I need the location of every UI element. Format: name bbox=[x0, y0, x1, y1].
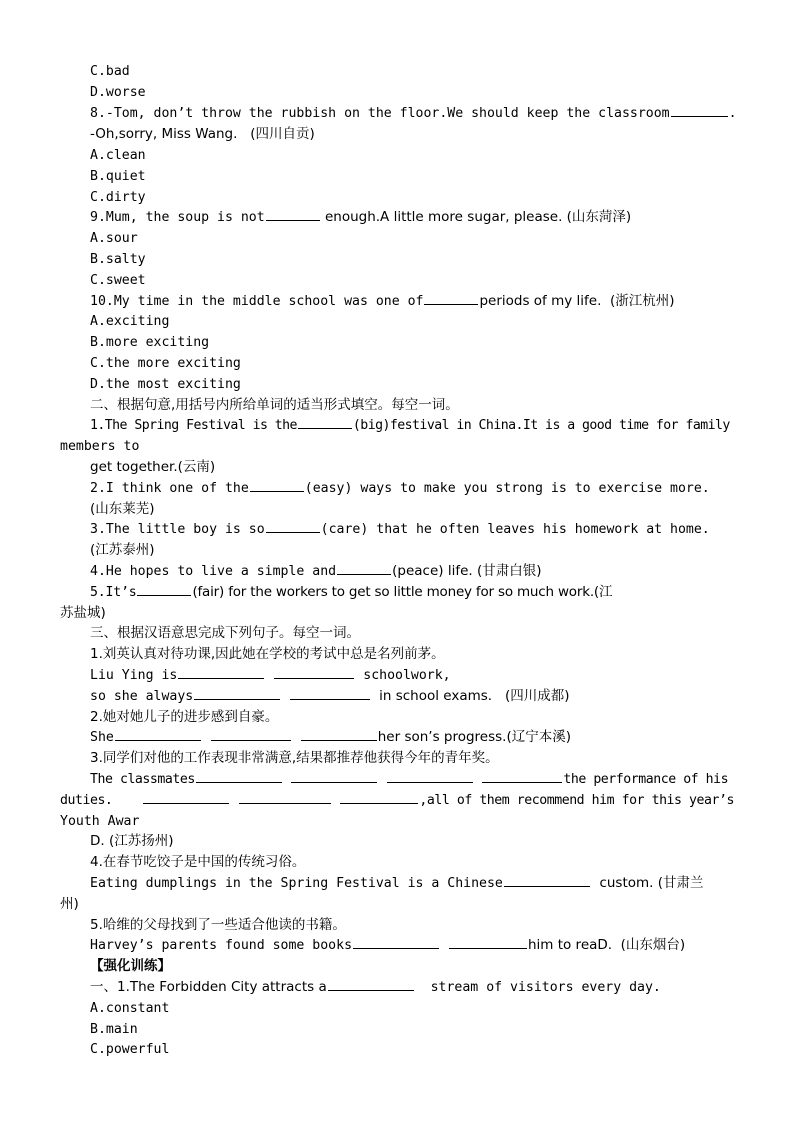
question-line: 州) bbox=[60, 896, 79, 912]
answer-blank[interactable] bbox=[449, 936, 527, 949]
option-line: C.powerful bbox=[90, 1042, 170, 1057]
answer-blank[interactable] bbox=[482, 770, 562, 783]
question-line: Youth Awar bbox=[60, 814, 140, 829]
question-line: Liu Ying is schoolwork, bbox=[90, 668, 451, 683]
question-line: members to bbox=[60, 439, 140, 454]
answer-blank[interactable] bbox=[298, 416, 352, 429]
question-line: 2.I think one of the (easy) ways to make you strong is to exercise more. bbox=[90, 481, 710, 496]
question-line: 一、1.The Forbidden City attracts a stream of visitors every day. bbox=[90, 979, 661, 995]
question-line: 8.-Tom, don’t throw the rubbish on the floor.We should keep the classroom . bbox=[90, 106, 737, 121]
answer-blank[interactable] bbox=[274, 666, 354, 679]
answer-blank[interactable] bbox=[328, 978, 414, 991]
question-line: The classmates the performance of his bbox=[90, 772, 729, 787]
option-line: C.dirty bbox=[90, 190, 146, 205]
answer-blank[interactable] bbox=[504, 874, 590, 887]
option-line: B.main bbox=[90, 1022, 138, 1037]
question-line: 9.Mum, the soup is not enough.A little more sugar, please. (山东菏泽) bbox=[90, 209, 632, 225]
option-line: B.salty bbox=[90, 252, 146, 267]
question-line: (山东莱芜) bbox=[90, 501, 155, 517]
question-line: -Oh,sorry, Miss Wang. (四川自贡) bbox=[90, 126, 315, 142]
answer-blank[interactable] bbox=[671, 104, 728, 117]
question-line: Harvey’s parents found some books him to reaD. (山东烟台) bbox=[90, 937, 686, 953]
answer-blank[interactable] bbox=[194, 687, 280, 700]
option-line: A.clean bbox=[90, 148, 146, 163]
option-line: D.worse bbox=[90, 85, 146, 100]
question-line: 10.My time in the middle school was one of periods of my life. (浙江杭州) bbox=[90, 293, 675, 309]
question-line: 4.He hopes to live a simple and (peace) life. (甘肃白银) bbox=[90, 563, 542, 579]
answer-blank[interactable] bbox=[337, 562, 391, 575]
question-line: 1.The Spring Festival is the (big)festival in China.It is a good time for family bbox=[90, 418, 730, 433]
option-line: B.quiet bbox=[90, 169, 146, 184]
section-heading: 二、根据句意,用括号内所给单词的适当形式填空。每空一词。 bbox=[90, 397, 459, 413]
question-line: Eating dumplings in the Spring Festival is a Chinese custom. (甘肃兰 bbox=[90, 875, 704, 891]
question-line: 3.同学们对他的工作表现非常满意,结果都推荐他获得今年的青年奖。 bbox=[90, 750, 499, 766]
option-line: A.sour bbox=[90, 231, 138, 246]
section-heading: 三、根据汉语意思完成下列句子。每空一词。 bbox=[90, 625, 360, 641]
option-line: C.sweet bbox=[90, 273, 146, 288]
option-line: B.more exciting bbox=[90, 335, 210, 350]
question-line: D. (江苏扬州) bbox=[90, 833, 174, 849]
question-line: (江苏泰州) bbox=[90, 542, 155, 558]
option-line: D.the most exciting bbox=[90, 377, 241, 392]
option-line: A.exciting bbox=[90, 314, 170, 329]
answer-blank[interactable] bbox=[290, 687, 370, 700]
option-line: A.constant bbox=[90, 1001, 170, 1016]
question-line: 4.在春节吃饺子是中国的传统习俗。 bbox=[90, 854, 306, 870]
answer-blank[interactable] bbox=[143, 791, 229, 804]
answer-blank[interactable] bbox=[387, 770, 473, 783]
answer-blank[interactable] bbox=[340, 791, 418, 804]
answer-blank[interactable] bbox=[211, 728, 291, 741]
section-heading: 【强化训练】 bbox=[90, 958, 171, 974]
answer-blank[interactable] bbox=[301, 728, 377, 741]
question-line: 1.刘英认真对待功课,因此她在学校的考试中总是名列前茅。 bbox=[90, 646, 445, 662]
question-line: 3.The little boy is so (care) that he often leaves his homework at home. bbox=[90, 522, 710, 537]
answer-blank[interactable] bbox=[196, 770, 282, 783]
answer-blank[interactable] bbox=[250, 479, 304, 492]
answer-blank[interactable] bbox=[178, 666, 264, 679]
question-line: 苏盐城) bbox=[60, 605, 106, 621]
option-line: C.the more exciting bbox=[90, 356, 241, 371]
answer-blank[interactable] bbox=[137, 583, 191, 596]
question-line: She her son’s progress.(辽宁本溪) bbox=[90, 729, 572, 745]
answer-blank[interactable] bbox=[239, 791, 331, 804]
option-line: C.bad bbox=[90, 64, 130, 79]
question-line: duties. ,all of them recommend him for this year’s bbox=[60, 793, 734, 808]
question-line: 5.It’s (fair) for the workers to get so little money for so much work.(江 bbox=[90, 584, 613, 600]
question-line: 5.哈维的父母找到了一些适合他读的书籍。 bbox=[90, 917, 346, 933]
answer-blank[interactable] bbox=[266, 520, 320, 533]
answer-blank[interactable] bbox=[291, 770, 377, 783]
answer-blank[interactable] bbox=[424, 292, 478, 305]
answer-blank[interactable] bbox=[353, 936, 439, 949]
answer-blank[interactable] bbox=[115, 728, 201, 741]
answer-blank[interactable] bbox=[266, 208, 320, 221]
question-line: so she always in school exams. (四川成都) bbox=[90, 688, 570, 704]
question-line: get together.(云南) bbox=[90, 459, 216, 475]
question-line: 2.她对她儿子的进步感到自豪。 bbox=[90, 709, 279, 725]
